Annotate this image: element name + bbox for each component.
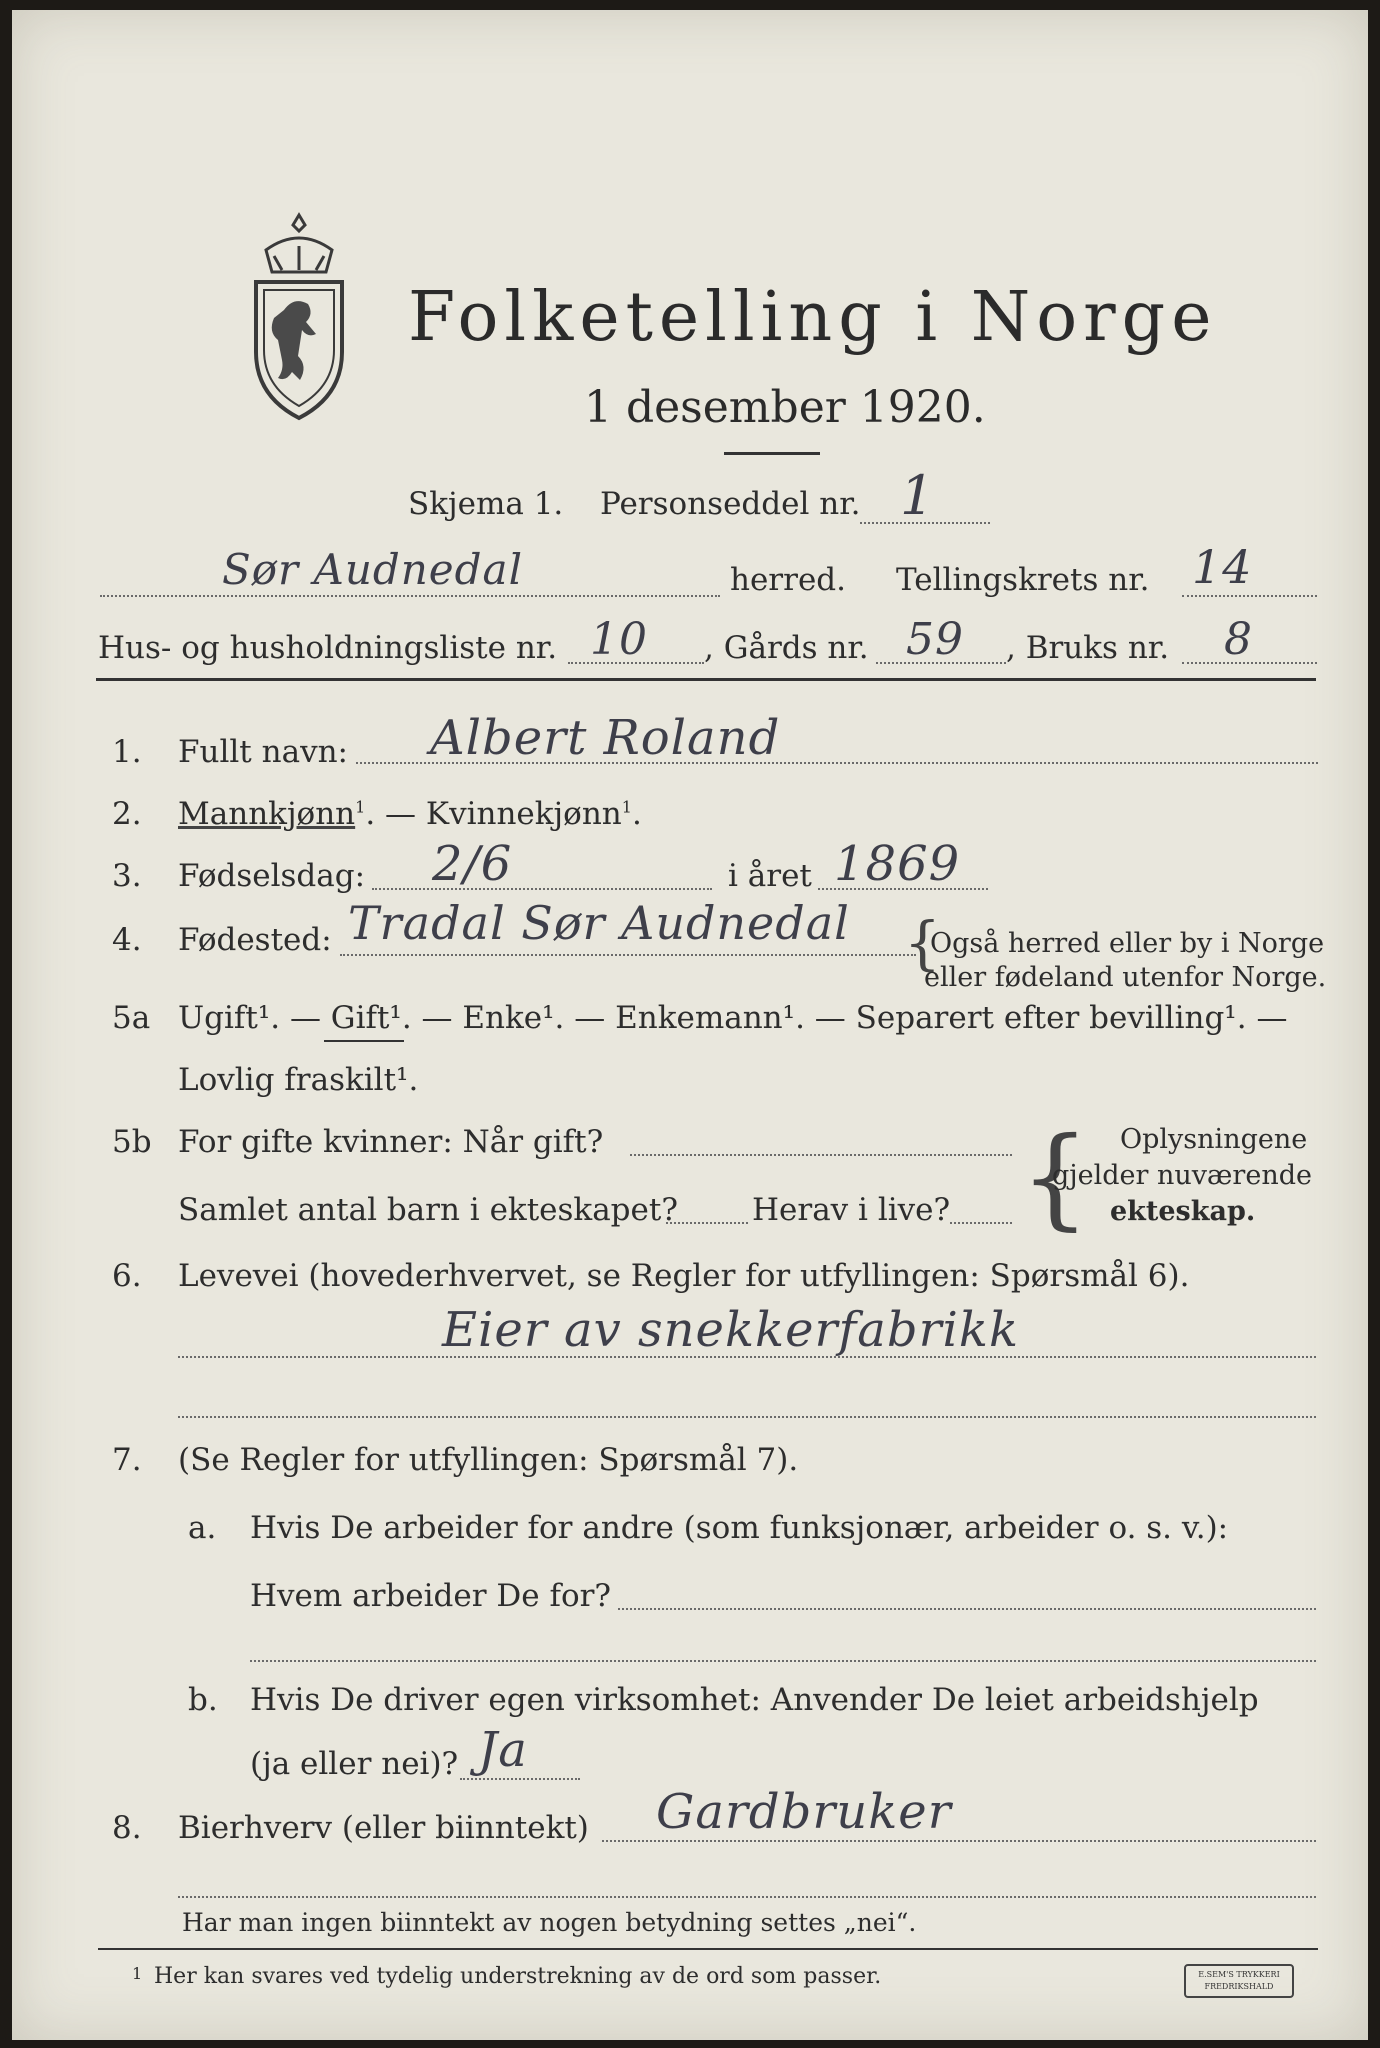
q7b-value[interactable]: Ja (478, 1722, 528, 1778)
stamp-line1: E.SEM'S TRYKKERI (1198, 1970, 1280, 1979)
gards-value[interactable]: 59 (906, 614, 964, 665)
q5a-line1[interactable]: Ugift¹. — Gift¹. — Enke¹. — Enkemann¹. — Separert efter bevilling¹. — (178, 1000, 1288, 1036)
hus-label: Hus- og husholdningsliste nr. (98, 630, 558, 666)
footer-divider (98, 1948, 1318, 1950)
page-subtitle: 1 desember 1920. (584, 382, 986, 433)
q5b-line2b: Herav i live? (752, 1192, 951, 1228)
hus-value[interactable]: 10 (590, 614, 648, 665)
q4-number: 4. (112, 922, 142, 958)
q8-line1 (602, 1840, 1316, 1842)
q7b-line1: Hvis De driver egen virksomhet: Anvender De leiet arbeidshjelp (250, 1682, 1259, 1718)
bruks-value[interactable]: 8 (1224, 614, 1253, 665)
q8-label: Bierhverv (eller biinntekt) (178, 1810, 589, 1846)
q6-value[interactable]: Eier av snekkerfabrikk (442, 1302, 1020, 1358)
q1-number: 1. (112, 734, 142, 770)
personseddel-value[interactable]: 1 (900, 464, 936, 527)
tellingskrets-value[interactable]: 14 (1192, 540, 1253, 594)
q7-number: 7. (112, 1442, 142, 1478)
q7a-line2: Hvem arbeider De for? (250, 1578, 612, 1614)
q5b-note-line3: ekteskap. (1110, 1196, 1256, 1227)
q4-note-line2: eller fødeland utenfor Norge. (924, 962, 1327, 993)
q5b-number: 5b (112, 1124, 152, 1160)
q5b-line1: For gifte kvinner: Når gift? (178, 1124, 604, 1160)
gards-label: , Gårds nr. (704, 630, 869, 666)
tellingskrets-line (1182, 595, 1317, 597)
q7-label: (Se Regler for utfyllingen: Spørsmål 7). (178, 1442, 799, 1478)
census-form (12, 10, 1368, 2040)
q5b-line2a-dots (666, 1222, 748, 1224)
q5b-line1-dots (630, 1154, 1012, 1156)
q7b-line2: (ja eller nei)? (250, 1746, 459, 1782)
q2-female-option[interactable]: Kvinnekjønn (425, 796, 622, 832)
q5b-line2a: Samlet antal barn i ekteskapet? (178, 1192, 678, 1228)
q1-label: Fullt navn: (178, 734, 348, 770)
q8-number: 8. (112, 1810, 142, 1846)
q3-year-value[interactable]: 1869 (834, 836, 961, 892)
personseddel-label: Personseddel nr. (600, 486, 861, 522)
page-title: Folketelling i Norge (408, 278, 1218, 357)
q4-note-line1: Også herred eller by i Norge (930, 928, 1325, 959)
q4-value[interactable]: Tradal Sør Audnedal (348, 896, 850, 950)
tellingskrets-label: Tellingskrets nr. (896, 562, 1150, 598)
q6-line2 (178, 1416, 1316, 1418)
q4-note-bracket: { (904, 909, 941, 977)
q1-value[interactable]: Albert Roland (430, 710, 781, 766)
header-divider (96, 678, 1316, 681)
footnote: Her kan svares ved tydelig understrekning av de ord som passer. (154, 1964, 882, 1989)
q8-value[interactable]: Gardbruker (656, 1784, 952, 1840)
q5b-note-bracket: { (1020, 1113, 1090, 1241)
q5a-gift-underline (324, 1040, 404, 1042)
coat-of-arms-icon (244, 210, 354, 425)
bruks-label: , Bruks nr. (1006, 630, 1170, 666)
q2-separator: . — (365, 796, 426, 832)
stamp-line2: FREDRIKSHALD (1204, 1982, 1274, 1991)
footnote-number: 1 (132, 1964, 143, 1983)
q4-label: Fødested: (178, 922, 332, 958)
q7a-letter: a. (188, 1510, 217, 1546)
q7a-line1: Hvis De arbeider for andre (som funksjonær, arbeider o. s. v.): (250, 1510, 1229, 1546)
q6-number: 6. (112, 1258, 142, 1294)
q3-number: 3. (112, 858, 142, 894)
herred-label: herred. (730, 562, 846, 598)
q2-male-option[interactable]: Mannkjønn (178, 796, 356, 832)
q7b-letter: b. (188, 1682, 218, 1718)
q2-male-sup: 1 (355, 797, 366, 817)
q7b-line2-dots (460, 1778, 580, 1780)
q2-female-sup: 1 (621, 797, 632, 817)
skjema-label: Skjema 1. (408, 486, 564, 522)
q2-number: 2. (112, 796, 142, 832)
q7a-line2-dots (618, 1608, 1316, 1610)
q5b-line2b-dots (950, 1222, 1012, 1224)
q2-options (178, 796, 642, 832)
herred-value[interactable]: Sør Audnedal (222, 545, 524, 594)
q3-label: Fødselsdag: (178, 858, 366, 894)
q5b-note-line2: gjelder nuværende (1052, 1160, 1312, 1191)
q2-end: . (631, 796, 642, 832)
printer-stamp (1184, 1964, 1294, 1998)
q3-line (372, 888, 712, 890)
q4-line (340, 954, 916, 956)
q5a-line2: Lovlig fraskilt¹. (178, 1062, 419, 1098)
q8-line2 (178, 1896, 1316, 1898)
q7a-line3-dots (250, 1660, 1316, 1662)
title-divider (724, 452, 820, 455)
q3-value[interactable]: 2/6 (432, 836, 513, 892)
q3-year-label: i året (728, 858, 812, 894)
herred-line (100, 595, 720, 597)
footer-note: Har man ingen biinntekt av nogen betydning settes „nei“. (182, 1908, 917, 1937)
q6-label: Levevei (hovederhvervet, se Regler for utfyllingen: Spørsmål 6). (178, 1258, 1190, 1294)
q5b-note-line1: Oplysningene (1120, 1124, 1308, 1155)
q5a-number: 5a (112, 1000, 151, 1036)
